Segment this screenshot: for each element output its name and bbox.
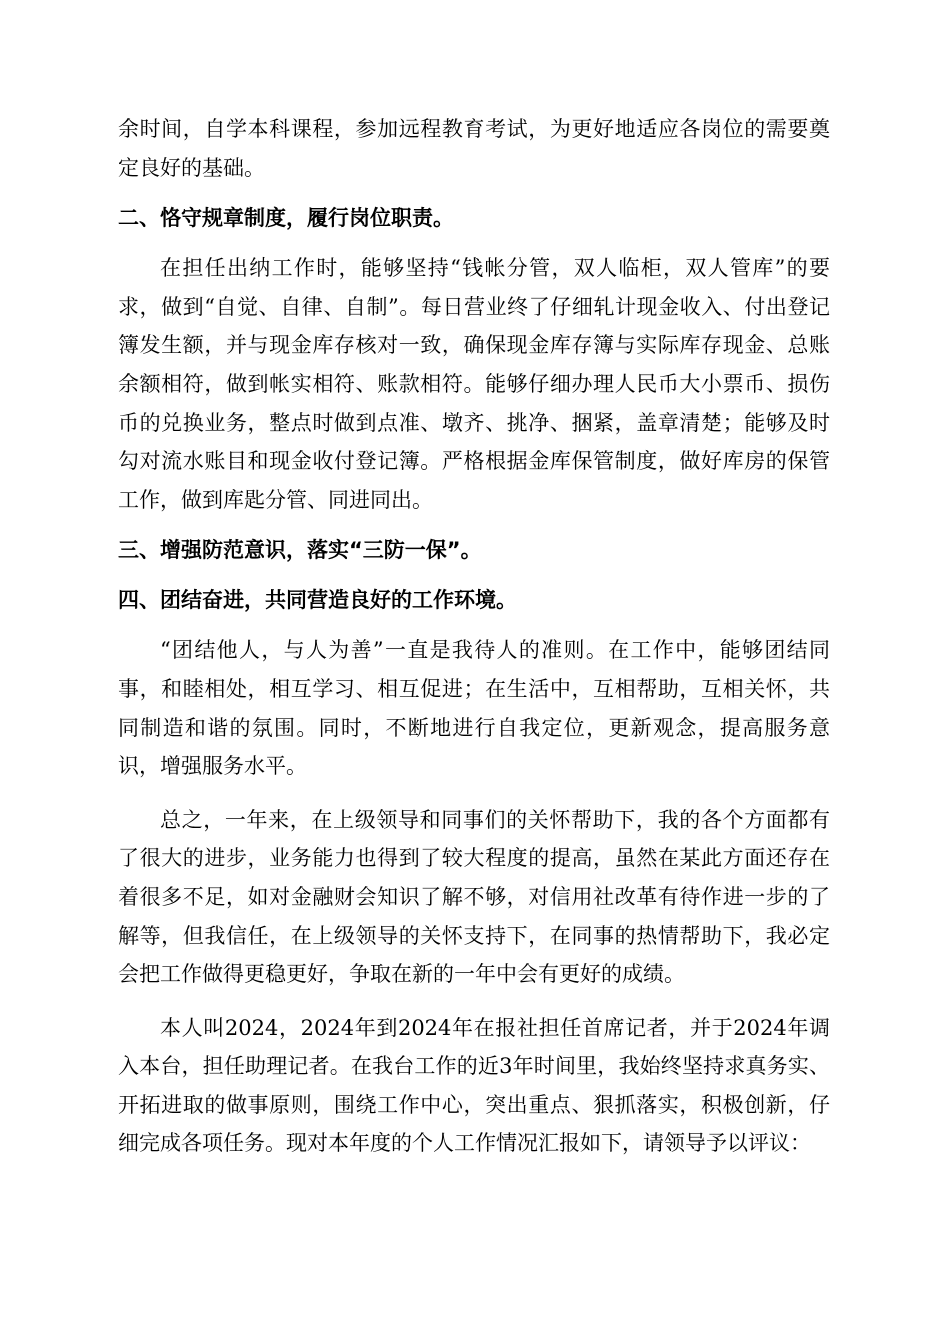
document-body — [118, 110, 830, 1163]
paragraph-summary: 总之，一年来，在上级领导和同事们的关怀帮助下，我的各个方面都有了很大的进步，业务能力也得到了较大程度的提高，虽然在某此方面还存在着很多不足，如对金融财会知识了解不够，对信用社改革有待作进一步的了解等，但我信任，在上级领导的关怀支持下，在同事的热情帮助下，我必定会把工作做得更稳更好，争取在新的一年中会有更好的成绩。 — [118, 807, 830, 987]
section-heading-3: 三、增强防范意识，落实“三防一保”。 — [118, 538, 482, 563]
paragraph-teamwork: “团结他人，与人为善”一直是我待人的准则。在工作中，能够团结同事，和睦相处，相互学习、相互促进；在生活中，互相帮助，互相关怀，共同制造和谐的氛围。同时，不断地进行自我定位，更新观念，提高服务意识，增强服务水平。 — [118, 638, 830, 779]
paragraph-self-introduction: 本人叫2024，2024年到2024年在报社担任首席记者，并于2024年调入本台，担任助理记者。在我台工作的近3年时间里，我始终坚持求真务实、开拓进取的做事原则，围绕工作中心，突出重点、狠抓落实，积极创新，仔细完成各项任务。现对本年度的个人工作情况汇报如下，请领导予以评议： — [118, 1015, 830, 1156]
paragraph-study-continuation: 余时间，自学本科课程，参加远程教育考试，为更好地适应各岗位的需要奠定良好的基础。 — [118, 117, 830, 180]
section-heading-4: 四、团结奋进，共同营造良好的工作环境。 — [118, 588, 517, 613]
section-heading-2: 二、恪守规章制度，履行岗位职责。 — [118, 206, 454, 231]
paragraph-cashier-duties: 在担任出纳工作时，能够坚持“钱帐分管，双人临柜，双人管库”的要求，做到“自觉、自律、自制”。每日营业终了仔细轧计现金收入、付出登记簿发生额，并与现金库存核对一致，确保现金库存簿与实际库存现金、总账余额相符，做到帐实相符、账款相符。能够仔细办理人民币大小票币、损伤币的兑换业务，整点时做到点准、墩齐、挑净、捆紧，盖章清楚；能够及时勾对流水账目和现金收付登记簿。严格根据金库保管制度，做好库房的保管工作，做到库匙分管、同进同出。 — [118, 256, 830, 512]
